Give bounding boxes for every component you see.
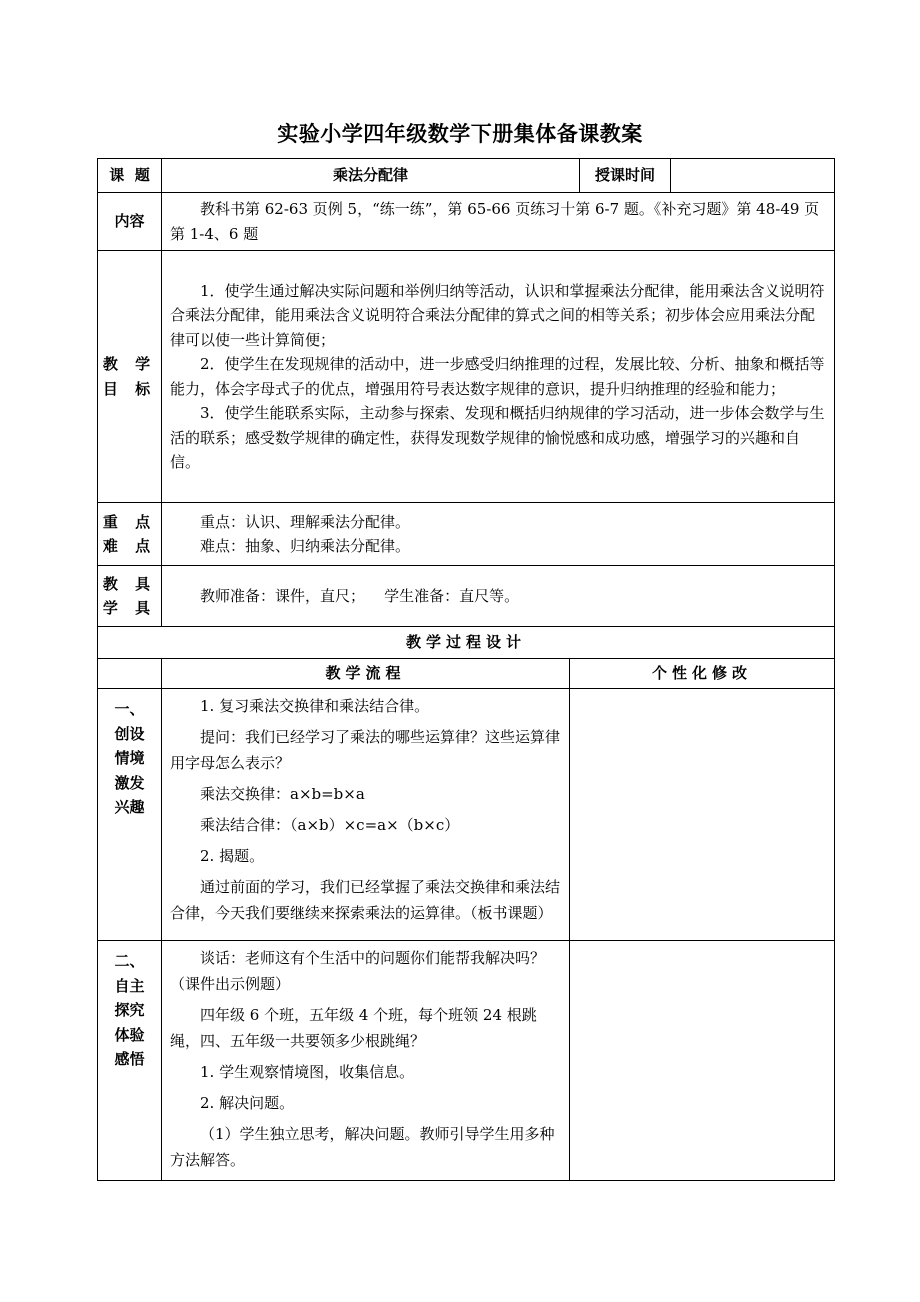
key-points-cell <box>162 503 835 566</box>
step-1-paragraph: 提问：我们已经学习了乘法的哪些运算律？这些运算律用字母怎么表示？ <box>170 728 561 772</box>
process-header-blank <box>98 659 162 689</box>
step-1-paragraph: 2. 揭题。 <box>200 847 265 865</box>
objective-item: 2．使学生在发现规律的活动中，进一步感受归纳推理的过程，发展比较、分析、抽象和概括等能力，体会字母式子的优点，增强用符号表达数字规律的意识，提升归纳推理的经验和能力； <box>170 355 825 398</box>
modify-column-header: 个性化修改 <box>570 659 835 689</box>
time-label: 授课时间 <box>580 159 671 193</box>
process-title-row <box>98 627 835 659</box>
content-label: 内容 <box>98 193 162 251</box>
key-points-label-line1: 重 点 <box>102 512 157 531</box>
step-2-modify <box>570 941 835 1181</box>
tools-row <box>98 566 835 627</box>
difficult-point-text: 难点：抽象、归纳乘法分配律。 <box>200 537 411 555</box>
step-1-paragraph: 乘法交换律：a×b=b×a <box>200 785 365 803</box>
objectives-label-line2: 目 标 <box>102 379 157 398</box>
step-row-1 <box>98 689 835 941</box>
step-2-label <box>98 941 162 1181</box>
tools-label <box>98 566 162 627</box>
step-2-paragraph: （1）学生独立思考，解决问题。教师引导学生用多种方法解答。 <box>170 1125 555 1169</box>
content-cell <box>162 193 835 251</box>
step-1-paragraph: 乘法结合律：（a×b）×c=a×（b×c） <box>200 816 460 834</box>
step-2-paragraph: 2. 解决问题。 <box>200 1094 295 1112</box>
topic-label: 课 题 <box>98 159 162 193</box>
step-1-modify <box>570 689 835 941</box>
key-points-label-line2: 难 点 <box>102 537 157 555</box>
step-row-2 <box>98 941 835 1181</box>
key-points-label <box>98 503 162 566</box>
tools-cell <box>162 566 835 627</box>
step-2-label-line: 自主 <box>114 976 145 995</box>
objectives-label-line1: 教 学 <box>102 355 157 373</box>
key-points-row <box>98 503 835 566</box>
step-1-label-line: 情境 <box>114 749 145 767</box>
objectives-label <box>98 251 162 503</box>
step-2-label-line: 体验 <box>114 1025 145 1044</box>
step-1-label-line: 创设 <box>114 724 145 743</box>
objective-item: 3．使学生能联系实际，主动参与探索、发现和概括归纳规律的学习活动，进一步体会数学与生活的联系；感受数学规律的确定性，获得发现数学规律的愉悦感和成功感，增强学习的兴趣和自信。 <box>170 404 825 471</box>
tools-text: 教师准备：课件，直尺； 学生准备：直尺等。 <box>200 586 520 605</box>
step-1-label-line: 激发 <box>114 773 145 792</box>
process-header-row <box>98 659 835 689</box>
step-1-label <box>98 689 162 941</box>
step-1-flow <box>162 689 570 941</box>
topic-row <box>98 159 835 193</box>
time-value <box>671 159 835 193</box>
content-text: 教科书第 62-63 页例 5，“练一练”，第 65-66 页练习十第 6-7 题。《补充习题》第 48-49 页第 1-4、6 题 <box>170 200 820 243</box>
step-2-label-line: 探究 <box>114 1001 145 1019</box>
tools-label-line2: 学 具 <box>102 599 157 617</box>
document-title: 实验小学四年级数学下册集体备课教案 <box>277 122 643 146</box>
step-1-label-line: 一、 <box>114 700 145 718</box>
lesson-plan-table <box>97 158 835 1181</box>
step-2-paragraph: 1. 学生观察情境图，收集信息。 <box>200 1063 415 1081</box>
step-2-label-line: 感悟 <box>114 1050 145 1068</box>
flow-column-header: 教学流程 <box>162 659 570 689</box>
topic-value: 乘法分配律 <box>162 159 580 193</box>
objectives-cell <box>162 251 835 503</box>
step-2-paragraph: 谈话：老师这有个生活中的问题你们能帮我解决吗？（课件出示例题） <box>170 949 546 993</box>
step-2-paragraph: 四年级 6 个班，五年级 4 个班，每个班领 24 根跳绳，四、五年级一共要领多少根跳绳？ <box>170 1006 537 1050</box>
key-point-text: 重点：认识、理解乘法分配律。 <box>200 512 411 531</box>
process-section-title: 教学过程设计 <box>98 627 835 659</box>
step-1-paragraph: 通过前面的学习，我们已经掌握了乘法交换律和乘法结合律，今天我们要继续来探索乘法的运算律。（板书课题） <box>170 878 561 922</box>
step-2-flow <box>162 941 570 1181</box>
step-1-paragraph: 1. 复习乘法交换律和乘法结合律。 <box>200 697 430 715</box>
tools-label-line1: 教 具 <box>102 574 157 593</box>
objectives-row <box>98 251 835 503</box>
step-1-label-line: 兴趣 <box>114 798 145 816</box>
step-2-label-line: 二、 <box>114 952 145 970</box>
objective-item: 1．使学生通过解决实际问题和举例归纳等活动，认识和掌握乘法分配律，能用乘法含义说明符合乘法分配律，能用乘法含义说明符合乘法分配律的算式之间的相等关系；初步体会应用乘法分配律可以使一些计算简便； <box>170 281 825 349</box>
content-row <box>98 193 835 251</box>
